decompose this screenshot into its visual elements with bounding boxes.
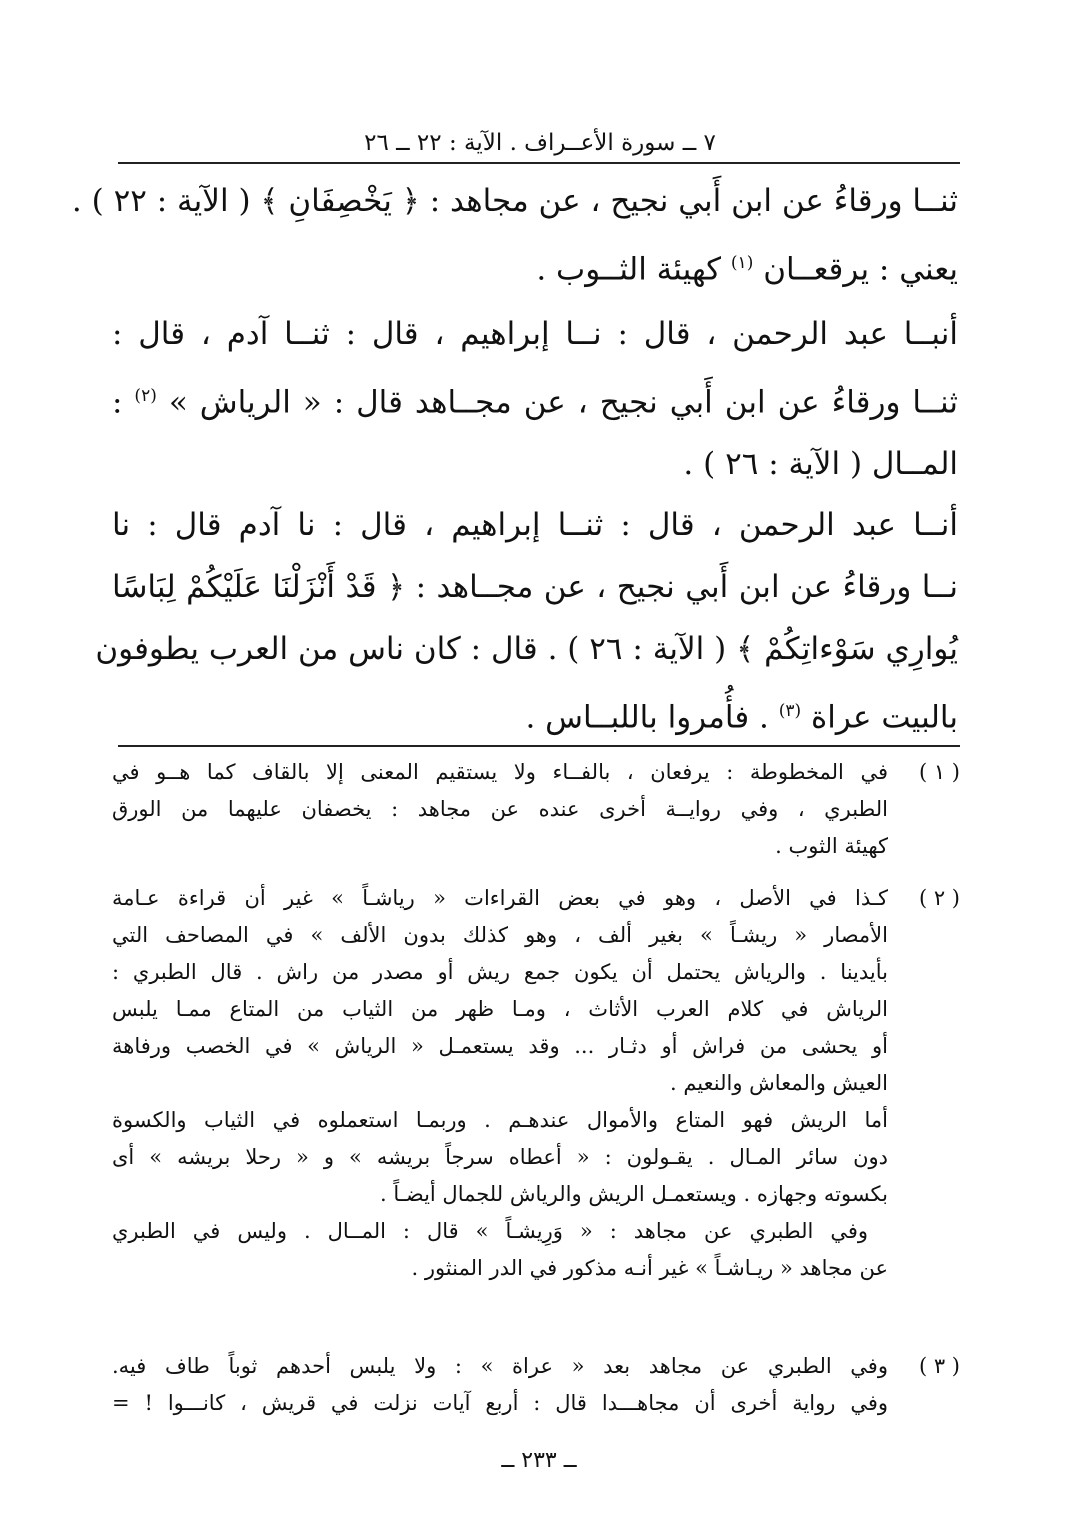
footnote-2 bbox=[112, 880, 960, 1287]
paragraph-2 bbox=[112, 303, 958, 495]
footnote-line: في المخطوطة : يرفعان ، بالفــاء ولا يستقيم المعنى إلا بالقاف كما هــو في bbox=[112, 760, 888, 784]
footnote-line: الرياش في كلام العرب الأثاث ، ومـا ظهر من الثياب من المتاع ممـا يلبس bbox=[112, 997, 888, 1021]
footnote-ref-2: (٢) bbox=[134, 386, 157, 406]
footnote-line: الطبري ، وفي روايــة أخرى عنده عن مجاهد : يخصفان عليهما من الورق bbox=[112, 797, 888, 821]
text-line: أنبــا عبد الرحمن ، قال : نــا إبراهيم ، قال : ثنــا آدم ، قال : bbox=[112, 316, 958, 352]
footnote-number: ( ٢ ) bbox=[918, 886, 960, 910]
text-line: بالبيت عراة $^{(٣)}$ . فأُمروا باللبــاس . bbox=[525, 699, 958, 736]
text-line: ثنــا ورقاءُ عن ابن أَبي نجيح ، عن مجاهد : ﴿ يَخْصِفَانِ ﴾ ( الآية : ٢٢ ) . bbox=[71, 183, 958, 219]
text-line: المــال ( الآية : ٢٦ ) . bbox=[683, 446, 958, 483]
running-header: ٧ ــ سورة الأعــراف . الآية : ٢٢ ــ ٢٦ bbox=[364, 130, 716, 156]
footnote-line: أو يحشى من فراش أو دثـار ... وقد يستعمـل « الرياش » في الخصب ورفاهة bbox=[112, 1034, 888, 1058]
footnote-line: الأمصار « ريشـاً » بغير ألف ، وهو كذلك بدون الألف » في المصاحف التي bbox=[112, 923, 888, 947]
footnote-line: دون سائر المـال . يقـولون : « أعطاه سرجاً بريشه » و « رحلا بريشه » أى bbox=[112, 1145, 888, 1169]
footnote-1 bbox=[112, 754, 960, 865]
footnote-line: العيش والمعاش والنعيم . bbox=[669, 1071, 888, 1095]
page-number: ــ ٢٣٣ ــ bbox=[501, 1448, 577, 1473]
footnote-line: بأيدينا . والرياش يحتمل أن يكون جمع ريش أو مصدر من راش . قال الطبري : bbox=[112, 960, 888, 984]
text-line: ثنــا ورقاءُ عن ابن أَبي نجيح ، عن مجــاهد قال : « الرياش » $^{(٢)}$ : bbox=[112, 384, 958, 421]
footnote-line: أما الريش فهو المتاع والأموال عندهـم . وربمـا استعملوه في الثياب والكسوة bbox=[112, 1108, 888, 1132]
text-line: أنــا عبد الرحمن ، قال : ثنــا إبراهيم ، قال : نا آدم قال : نا bbox=[112, 507, 958, 543]
text-line: يُوارِي سَوْءاتِكُمْ ﴾ ( الآية : ٢٦ ) . قال : كان ناس من العرب يطوفون bbox=[95, 631, 958, 667]
paragraph-1 bbox=[71, 170, 958, 300]
footnote-line: وفي رواية أخرى أن مجاهـــدا قال : أربع آيات نزلت في قريش ، كانـــوا ! = bbox=[112, 1391, 888, 1415]
footnote-line: كـذا في الأصل ، وهو في بعض القراءات « رياشـاً » غير أن قراءة عـامة bbox=[112, 886, 888, 910]
paragraph-3 bbox=[95, 494, 958, 748]
text-line: يعني : يرقعــان $^{(١)}$ كهيئة الثــوب . bbox=[536, 251, 958, 288]
footnote-line: بكسوته وجهازه . ويستعمـل الريش والرياش للجمال أيضـاً . bbox=[379, 1182, 888, 1206]
footnote-ref-1: (١) bbox=[730, 253, 754, 273]
footnote-number: ( ٣ ) bbox=[918, 1354, 960, 1378]
footnote-line: وفي الطبري عن مجاهد : « وَرِيشـاً » قال : المــال . وليس في الطبري bbox=[112, 1219, 868, 1243]
footnote-line: عن مجاهد « ريـاشـاً » غير أنـه مذكور في الدر المنثور . bbox=[411, 1256, 888, 1280]
footnote-number: ( ١ ) bbox=[918, 760, 960, 784]
footnote-ref-3: (٣) bbox=[778, 701, 802, 721]
header-divider bbox=[118, 162, 960, 164]
footnote-3 bbox=[112, 1348, 960, 1422]
footnotes-divider bbox=[118, 745, 960, 747]
text-line: نــا ورقاءُ عن ابن أَبي نجيح ، عن مجــاهد : ﴿ قَدْ أَنْزَلْنَا عَلَيْكُمْ لِبَاسًا bbox=[112, 569, 958, 605]
footnote-line: وفي الطبري عن مجاهد بعد « عراة » : ولا يلبس أحدهم ثوباً طاف فيه. bbox=[112, 1354, 888, 1378]
footnote-line: كهيئة الثوب . bbox=[775, 834, 888, 858]
